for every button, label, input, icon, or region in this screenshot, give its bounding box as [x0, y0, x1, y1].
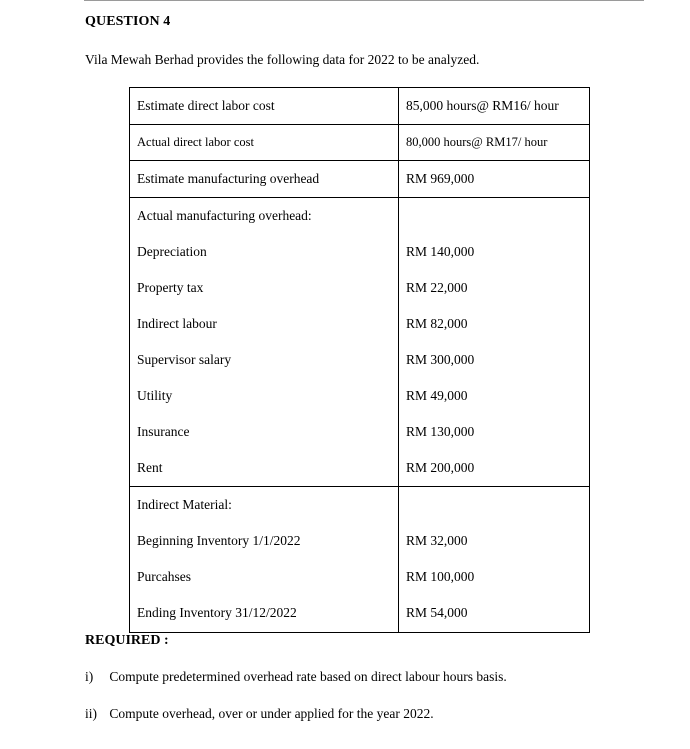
row-value: RM 49,000: [399, 378, 590, 414]
row-label: Supervisor salary: [130, 342, 399, 378]
row-label: Property tax: [130, 270, 399, 306]
row-value: RM 140,000: [399, 234, 590, 270]
row-value: RM 130,000: [399, 414, 590, 450]
table-row: [130, 161, 590, 198]
row-label: Indirect labour: [130, 306, 399, 342]
question-title: QUESTION 4: [85, 14, 171, 29]
table-row: [130, 88, 590, 125]
row-value: RM 100,000: [399, 559, 590, 595]
table-row: [130, 559, 590, 595]
table-row: [130, 125, 590, 161]
row-label: Purcahses: [130, 559, 399, 595]
table-row: [130, 378, 590, 414]
row-value: RM 300,000: [399, 342, 590, 378]
table-row: [130, 306, 590, 342]
row-label: Beginning Inventory 1/1/2022: [130, 523, 399, 559]
row-label: Estimate direct labor cost: [130, 88, 399, 125]
requirement-text: Compute predetermined overhead rate based on direct labour hours basis.: [109, 669, 507, 684]
requirement-item: [85, 706, 434, 722]
requirement-item: [85, 669, 507, 685]
requirement-number: ii): [85, 706, 97, 721]
row-value: RM 22,000: [399, 270, 590, 306]
row-label: Insurance: [130, 414, 399, 450]
intro-text: Vila Mewah Berhad provides the following data for 2022 to be analyzed.: [85, 52, 480, 67]
table-row: [130, 270, 590, 306]
table-row: [130, 198, 590, 234]
table-row: [130, 234, 590, 270]
row-value: [399, 198, 590, 234]
row-value: RM 54,000: [399, 595, 590, 633]
row-value: RM 200,000: [399, 450, 590, 487]
row-value: RM 82,000: [399, 306, 590, 342]
row-label: Depreciation: [130, 234, 399, 270]
table-row: [130, 414, 590, 450]
row-label: Actual manufacturing overhead:: [130, 198, 399, 234]
row-label: Indirect Material:: [130, 487, 399, 523]
row-value: RM 969,000: [399, 161, 590, 198]
requirement-number: i): [85, 669, 94, 684]
row-label: Estimate manufacturing overhead: [130, 161, 399, 198]
row-label: Rent: [130, 450, 399, 487]
required-heading: REQUIRED :: [85, 633, 169, 648]
table-row: [130, 487, 590, 523]
data-table: [129, 87, 590, 633]
table-row: [130, 523, 590, 559]
row-value: [399, 487, 590, 523]
row-value: RM 32,000: [399, 523, 590, 559]
table-row: [130, 342, 590, 378]
table-row: [130, 595, 590, 633]
row-label: Utility: [130, 378, 399, 414]
row-value: 80,000 hours@ RM17/ hour: [399, 125, 590, 161]
requirement-text: Compute overhead, over or under applied for the year 2022.: [109, 706, 434, 721]
table-row: [130, 450, 590, 487]
row-value: 85,000 hours@ RM16/ hour: [399, 88, 590, 125]
top-divider: [84, 0, 644, 1]
row-label: Ending Inventory 31/12/2022: [130, 595, 399, 633]
row-label: Actual direct labor cost: [130, 125, 399, 161]
